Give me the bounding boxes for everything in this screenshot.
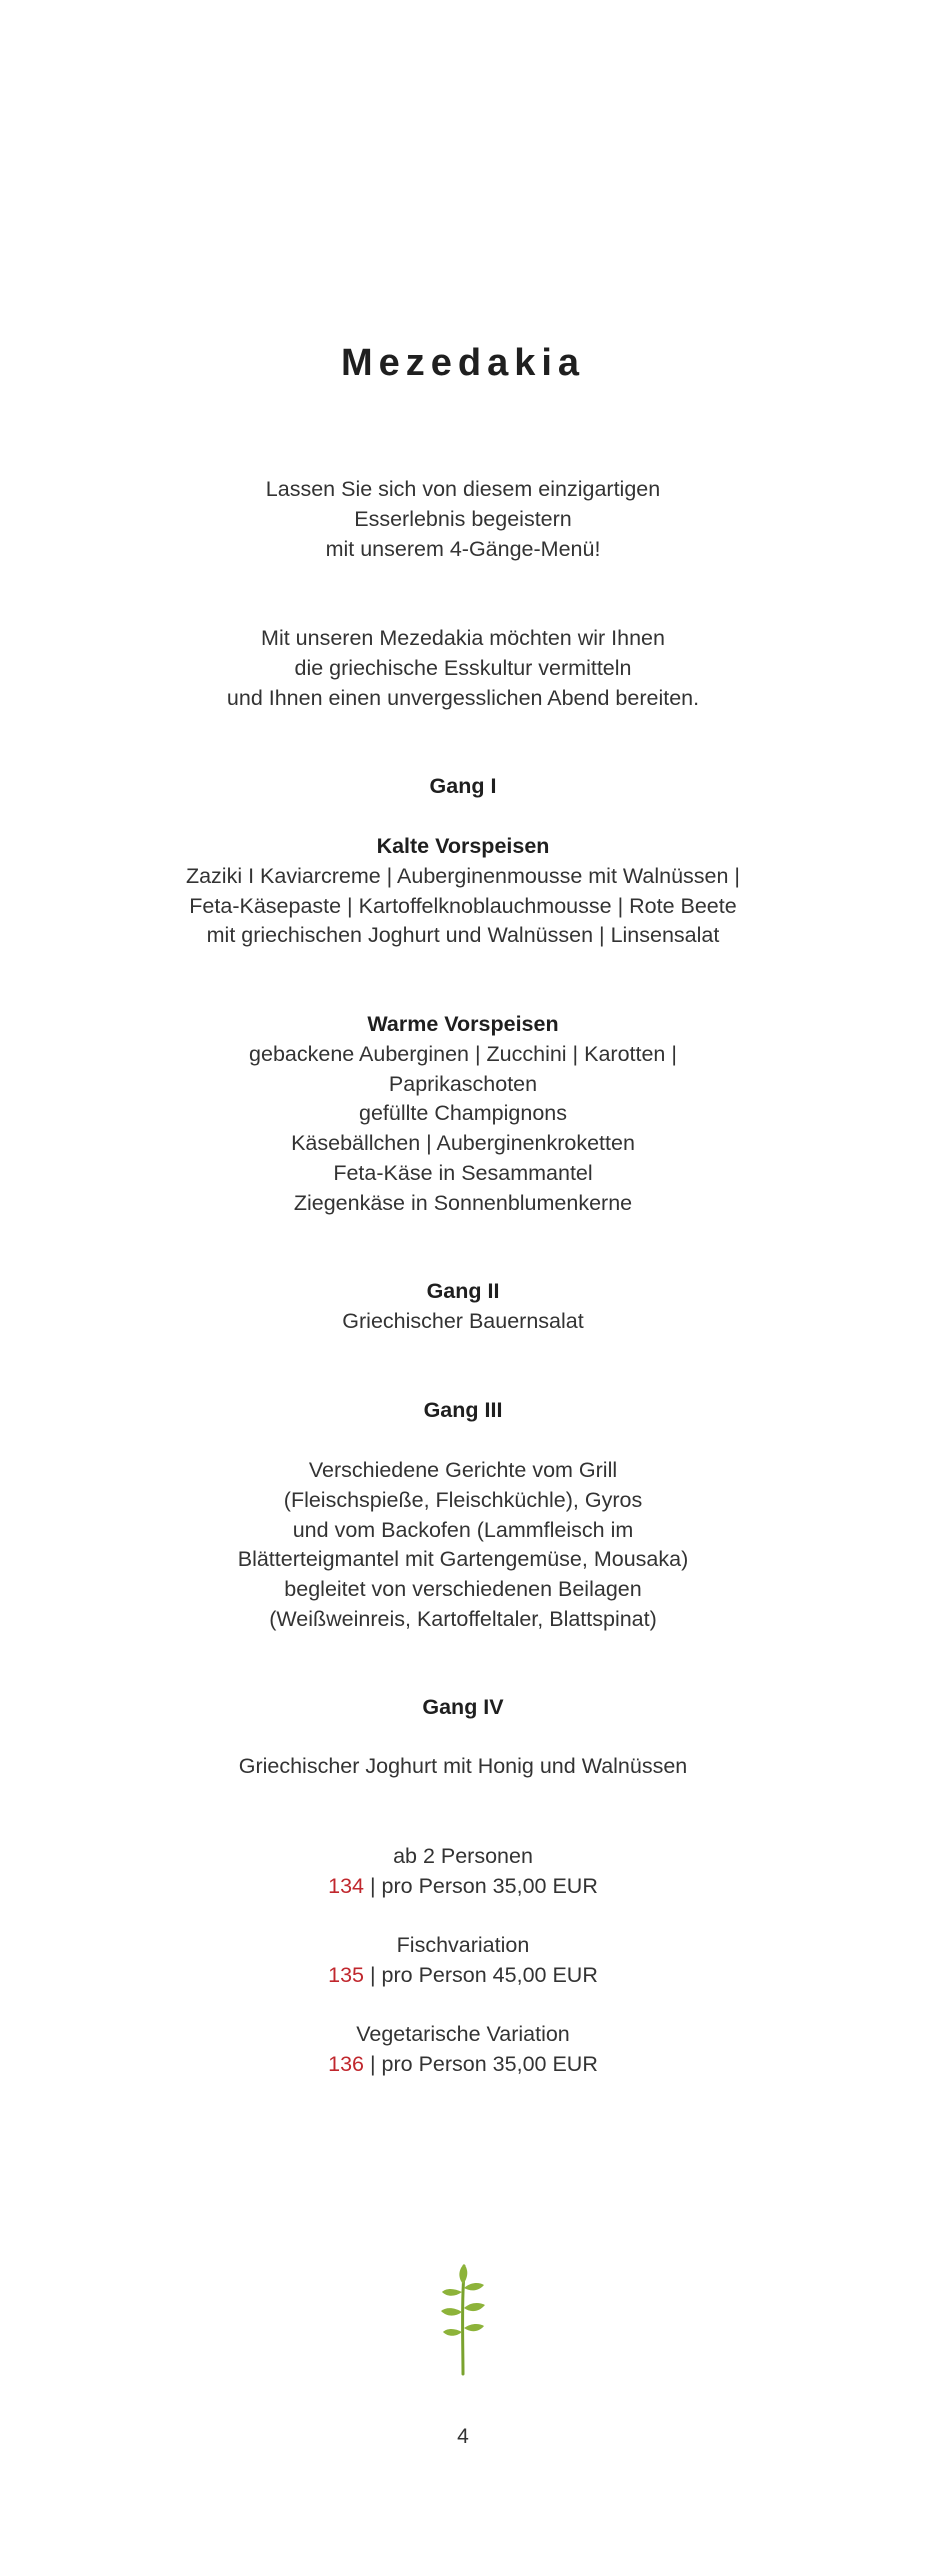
warm-starters-section — [0, 1010, 926, 1219]
item-number: 134 — [328, 1873, 364, 1898]
menu-line: (Weißweinreis, Kartoffeltaler, Blattspinat) — [269, 1606, 657, 1631]
course-heading: Gang IV — [422, 1695, 504, 1719]
menu-line: (Fleischspieße, Fleischküchle), Gyros — [283, 1487, 643, 1512]
menu-line: Blätterteigmantel mit Gartengemüse, Mousaka) — [237, 1547, 689, 1572]
menu-line: Ziegenkäse in Sonnenblumenkerne — [293, 1190, 633, 1215]
price-option-label: ab 2 Personen — [393, 1844, 533, 1868]
intro-line: und Ihnen einen unvergesslichen Abend bereiten. — [226, 685, 700, 710]
menu-line: Feta-Käse in Sesammantel — [333, 1160, 593, 1185]
menu-line: und vom Backofen (Lammfleisch im — [292, 1517, 634, 1542]
section-heading: Kalte Vorspeisen — [376, 834, 550, 858]
section-heading: Warme Vorspeisen — [367, 1012, 559, 1036]
menu-line: Verschiedene Gerichte vom Grill — [308, 1458, 618, 1482]
price-line — [0, 1961, 926, 1991]
menu-line: mit griechischen Joghurt und Walnüssen | Linsensalat — [206, 923, 720, 948]
cold-starters-section — [0, 832, 926, 951]
item-number: 136 — [328, 2051, 364, 2076]
course-2 — [0, 1277, 926, 1337]
menu-line: gebackene Auberginen | Zucchini | Karotten | — [249, 1041, 677, 1066]
price-text: | pro Person 35,00 EUR — [364, 2051, 598, 2076]
olive-branch-icon — [438, 2262, 488, 2377]
menu-line: Griechischer Bauernsalat — [342, 1308, 584, 1333]
menu-line: Zaziki I Kaviarcreme | Auberginenmousse mit Walnüssen | — [185, 863, 741, 888]
course-heading: Gang I — [429, 774, 497, 798]
menu-line: Käsebällchen | Auberginenkroketten — [291, 1131, 635, 1156]
menu-line: gefüllte Champignons — [359, 1101, 567, 1126]
price-option-label: Vegetarische Variation — [356, 2022, 570, 2046]
course-3-dishes — [0, 1456, 926, 1635]
intro-line: Esserlebnis begeistern — [354, 506, 572, 531]
course-4-dessert — [0, 1752, 926, 1782]
price-line — [0, 2050, 926, 2080]
course-4 — [0, 1693, 926, 1723]
price-text: | pro Person 35,00 EUR — [364, 1873, 598, 1898]
price-option-label: Fischvariation — [396, 1933, 530, 1957]
course-1 — [0, 772, 926, 802]
menu-line: Paprikaschoten — [388, 1071, 538, 1096]
intro-line: Mit unseren Mezedakia möchten wir Ihnen — [261, 626, 665, 650]
course-heading: Gang III — [423, 1398, 503, 1422]
page-title: Mezedakia — [340, 342, 586, 384]
course-heading: Gang II — [426, 1279, 500, 1303]
price-option — [0, 1931, 926, 1991]
menu-line: Griechischer Joghurt mit Honig und Walnüssen — [238, 1754, 688, 1778]
price-option — [0, 1842, 926, 1902]
intro-text — [0, 475, 926, 564]
intro-line: mit unserem 4-Gänge-Menü! — [325, 536, 601, 561]
price-option — [0, 2020, 926, 2080]
intro-line: Lassen Sie sich von diesem einzigartigen — [265, 477, 661, 501]
item-number: 135 — [328, 1962, 364, 1987]
course-3 — [0, 1396, 926, 1426]
price-line — [0, 1872, 926, 1902]
intro-description — [0, 624, 926, 713]
intro-line: die griechische Esskultur vermitteln — [294, 655, 632, 680]
price-text: | pro Person 45,00 EUR — [364, 1962, 598, 1987]
menu-line: begleitet von verschiedenen Beilagen — [284, 1577, 642, 1602]
menu-line: Feta-Käsepaste | Kartoffelknoblauchmousse | Rote Beete — [189, 893, 737, 918]
page-number: 4 — [457, 2425, 469, 2448]
